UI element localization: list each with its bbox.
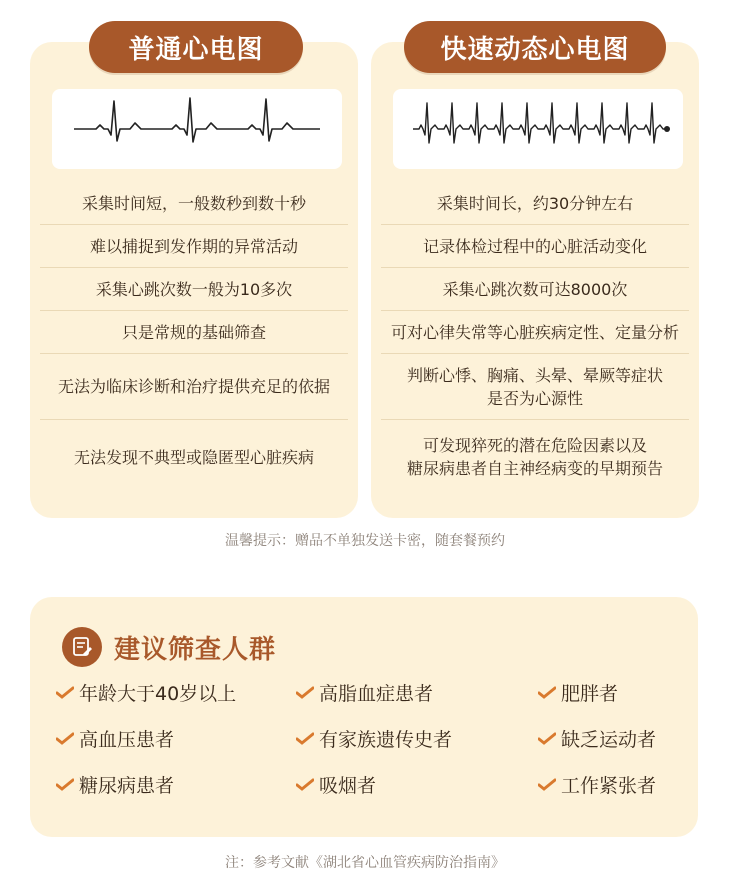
screening-panel	[30, 597, 698, 837]
list-item: 缺乏运动者	[538, 725, 656, 752]
feature-row: 采集心跳次数可达8000次	[381, 268, 689, 311]
ecg-wave-sparse-icon	[52, 89, 342, 169]
ecg-wave-dense-icon	[393, 89, 683, 169]
feature-row: 无法为临床诊断和治疗提供充足的依据	[40, 354, 348, 420]
feature-row: 采集心跳次数一般为10多次	[40, 268, 348, 311]
reference-note: 注：参考文献《湖北省心血管疾病防治指南》	[225, 855, 505, 871]
check-icon	[56, 686, 74, 700]
list-item: 肥胖者	[538, 679, 618, 706]
check-icon	[296, 732, 314, 746]
dynamic-ecg-title: 快速动态心电图	[404, 21, 666, 73]
feature-row: 只是常规的基础筛查	[40, 311, 348, 354]
check-icon	[296, 778, 314, 792]
screening-title: 建议筛查人群	[114, 634, 277, 665]
dynamic-ecg-features	[381, 182, 689, 494]
check-icon	[538, 732, 556, 746]
check-icon	[538, 778, 556, 792]
list-item: 高血压患者	[56, 725, 174, 752]
gift-tip: 温馨提示：赠品不单独发送卡密，随套餐预约	[225, 533, 505, 549]
feature-row: 可对心律失常等心脏疾病定性、定量分析	[381, 311, 689, 354]
regular-ecg-features	[40, 182, 348, 494]
check-icon	[56, 778, 74, 792]
screening-header	[62, 627, 276, 667]
document-icon	[62, 627, 102, 667]
list-item: 吸烟者	[296, 771, 376, 798]
check-icon	[296, 686, 314, 700]
ecg-sparse-image	[52, 89, 342, 169]
list-item: 工作紧张者	[538, 771, 656, 798]
list-item: 糖尿病患者	[56, 771, 174, 798]
feature-row: 无法发现不典型或隐匿型心脏疾病	[73, 447, 314, 467]
card-regular-ecg	[30, 42, 358, 518]
feature-row: 采集时间短，一般数秒到数十秒	[40, 182, 348, 225]
check-icon	[56, 732, 74, 746]
feature-row: 采集时间长，约30分钟左右	[381, 182, 689, 225]
list-item: 高脂血症患者	[296, 679, 433, 706]
ecg-dense-image	[393, 89, 683, 169]
feature-row: 难以捕捉到发作期的异常活动	[40, 225, 348, 268]
card-dynamic-ecg	[371, 42, 699, 518]
list-item: 有家族遗传史者	[296, 725, 452, 752]
check-icon	[538, 686, 556, 700]
feature-row: 记录体检过程中的心脏活动变化	[381, 225, 689, 268]
feature-row: 可发现猝死的潜在危险因素以及 糖尿病患者自主神经病变的早期预告	[406, 436, 663, 478]
feature-row: 判断心悸、胸痛、头晕、晕厥等症状 是否为心源性	[381, 354, 689, 420]
regular-ecg-title: 普通心电图	[89, 21, 303, 73]
screening-list	[56, 679, 676, 829]
list-item: 年龄大于40岁以上	[56, 679, 236, 706]
